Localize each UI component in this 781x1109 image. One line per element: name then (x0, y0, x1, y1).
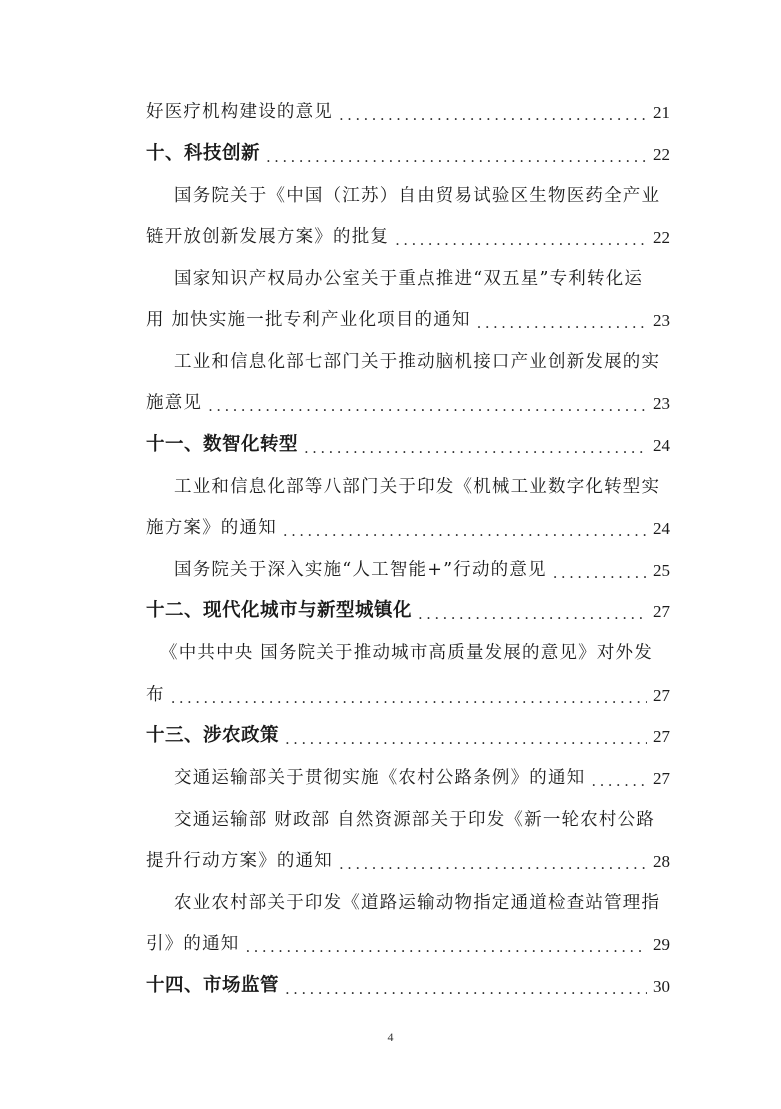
toc-entry-text-line: 工业和信息化部等八部门关于印发《机械工业数字化转型实 (174, 477, 661, 497)
toc-entry-text: 国务院关于深入实施“人工智能+”行动的意见 (174, 560, 547, 580)
toc-leader-dots (208, 399, 647, 414)
toc-leader-dots (477, 316, 647, 331)
toc-entry[interactable] (146, 842, 670, 872)
page-number: 4 (387, 1030, 394, 1044)
toc-heading-text: 十二、现代化城市与新型城镇化 (146, 600, 413, 621)
toc-leader-dots (395, 233, 647, 248)
toc-page-number: 27 (653, 686, 670, 705)
toc-entry-text-line: 工业和信息化部七部门关于推动脑机接口产业创新发展的实 (174, 352, 661, 372)
toc-entry[interactable] (146, 925, 670, 955)
toc-entry-text-line: 交通运输部 财政部 自然资源部关于印发《新一轮农村公路 (174, 810, 656, 830)
toc-section-heading[interactable] (146, 592, 670, 622)
toc-leader-dots (266, 150, 647, 165)
toc-page-number: 24 (653, 436, 670, 455)
toc-entry[interactable] (146, 509, 670, 539)
toc-section-heading[interactable] (146, 967, 670, 997)
toc-leader-dots (285, 732, 647, 747)
toc-entry-text: 提升行动方案》的通知 (146, 851, 333, 871)
toc-page-number: 23 (653, 394, 670, 413)
toc-entry[interactable] (146, 676, 670, 706)
toc-leader-dots (339, 108, 647, 123)
toc-heading-text: 十、科技创新 (146, 143, 261, 164)
toc-entry-text-line: 国家知识产权局办公室关于重点推进“双五星”专利转化运 (174, 269, 644, 289)
toc-page-number: 22 (653, 145, 670, 164)
toc-section-heading[interactable] (146, 717, 670, 747)
toc-leader-dots (246, 940, 648, 955)
toc-heading-text: 十四、市场监管 (146, 975, 280, 996)
toc-entry-text-line: 《中共中央 国务院关于推动城市高质量发展的意见》对外发 (160, 643, 653, 663)
toc-page-number: 28 (653, 852, 670, 871)
toc-leader-dots (591, 774, 647, 789)
toc-entry-text: 布 (146, 685, 165, 705)
toc-entry-text: 施意见 (146, 393, 203, 413)
toc-heading-text: 十三、涉农政策 (146, 725, 280, 746)
toc-page-number: 23 (653, 311, 670, 330)
toc-leader-dots (283, 524, 647, 539)
toc-entry-text: 交通运输部关于贯彻实施《农村公路条例》的通知 (174, 768, 586, 788)
toc-entry-text: 链开放创新发展方案》的批复 (146, 227, 390, 247)
toc-entry-text: 用 加快实施一批专利产业化项目的通知 (146, 310, 471, 330)
toc-entry[interactable] (146, 93, 670, 123)
toc-page-number: 24 (653, 519, 670, 538)
toc-page-number: 22 (653, 228, 670, 247)
toc-leader-dots (553, 566, 647, 581)
toc-heading-text: 十一、数智化转型 (146, 434, 299, 455)
toc-page-number: 27 (653, 602, 670, 621)
toc-leader-dots (339, 857, 647, 872)
toc-leader-dots (418, 607, 647, 622)
toc-entry-text: 好医疗机构建设的意见 (146, 102, 333, 122)
toc-section-heading[interactable] (146, 135, 670, 165)
toc-page-number: 27 (653, 769, 670, 788)
toc-entry-text-line: 国务院关于《中国（江苏）自由贸易试验区生物医药全产业 (174, 186, 661, 206)
toc-entry[interactable] (146, 384, 670, 414)
toc-page-number: 29 (653, 935, 670, 954)
toc-leader-dots (285, 982, 647, 997)
toc-page-number: 25 (653, 561, 670, 580)
toc-entry[interactable] (146, 218, 670, 248)
toc-leader-dots (171, 691, 647, 706)
toc-entry-text-line: 农业农村部关于印发《道路运输动物指定通道检查站管理指 (174, 893, 661, 913)
toc-entry[interactable] (174, 759, 670, 789)
toc-entry-text: 施方案》的通知 (146, 518, 277, 538)
toc-page-number: 21 (653, 103, 670, 122)
toc-section-heading[interactable] (146, 426, 670, 456)
toc-entry[interactable] (174, 551, 670, 581)
toc-entry[interactable] (146, 301, 670, 331)
toc-page-number: 30 (653, 977, 670, 996)
toc-entry-text: 引》的通知 (146, 934, 240, 954)
toc-page-number: 27 (653, 727, 670, 746)
toc-leader-dots (304, 441, 647, 456)
